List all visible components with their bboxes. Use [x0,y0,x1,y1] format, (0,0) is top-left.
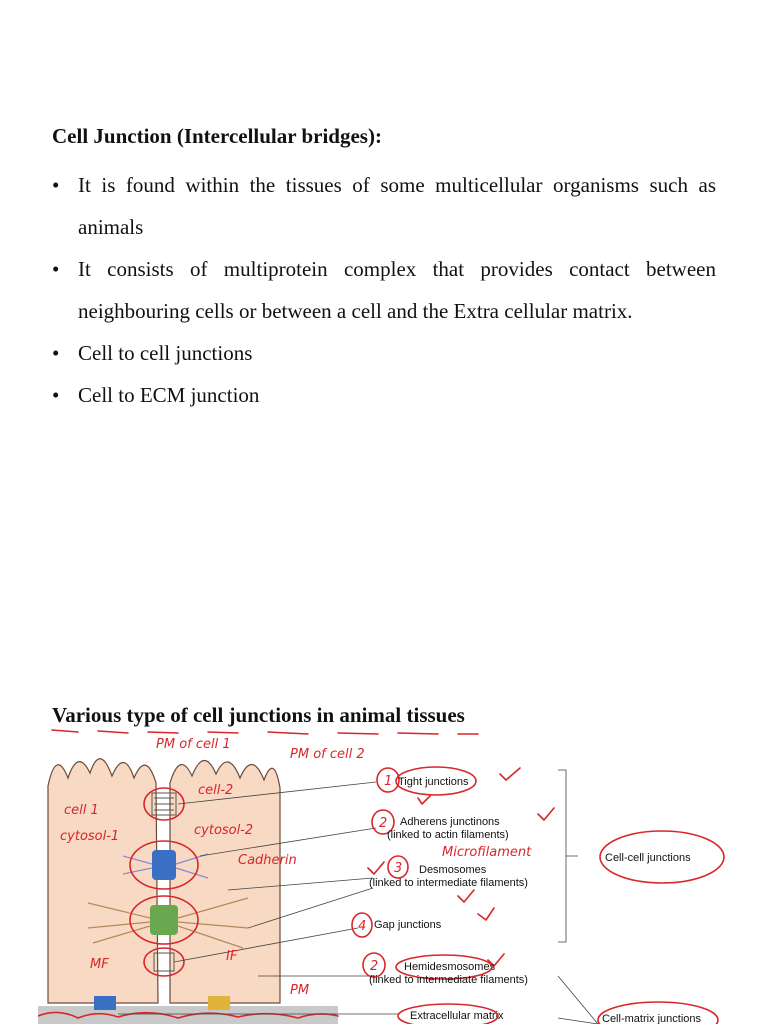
section-heading: Cell Junction (Intercellular bridges): [52,124,382,148]
bullet-symbol: • [52,383,60,407]
hw-num2: 2 [379,816,388,831]
bullet-symbol: • [52,173,60,197]
adherens-junction-blue [152,850,176,880]
bullet-symbol: • [52,257,60,281]
label-adherens-sub: (linked to actin filaments) [387,829,509,841]
hw-pm-cell1: PM of cell 1 [156,737,231,752]
label-gap-junctions: Gap junctions [374,919,442,931]
list-item-text: It is found within the tissues of some multicellular organisms such as animals [78,173,716,239]
label-hemidesmosomes: Hemidesmosomes [404,961,496,973]
label-cell-cell-junctions: Cell-cell junctions [605,852,691,864]
cell-junction-diagram [38,728,768,1024]
hw-cadherin: Cadherin [238,853,297,868]
hemidesmosome-yellow [208,996,230,1010]
hw-num4: 4 [358,919,367,934]
label-hemidesmosomes-sub: (linked to intermediate filaments) [369,974,528,986]
hw-mf: MF [90,957,109,972]
list-item-text: Cell to cell junctions [78,341,253,365]
hw-cytosol1: cytosol-1 [60,829,120,844]
cell-matrix-bracket [558,976,598,1024]
hw-cytosol2: cytosol-2 [194,823,254,838]
hw-cell1: cell 1 [64,803,99,818]
label-adherens: Adherens junctinons [400,816,500,828]
bullet-symbol: • [52,341,60,365]
list-item-text: Cell to ECM junction [78,383,260,407]
label-cell-matrix-junctions: Cell-matrix junctions [602,1013,702,1024]
hw-num3: 3 [394,861,403,876]
hw-if: IF [226,949,238,964]
cell-cell-bracket [558,770,578,942]
title-underline-mark [52,730,478,734]
desmosome-green [150,905,178,935]
hw-num1: 1 [384,774,393,789]
list-item [52,164,716,248]
hemidesmosome-blue [94,996,116,1010]
hw-pm: PM [290,983,310,998]
hw-pm-cell2: PM of cell 2 [290,747,365,762]
label-desmosomes-sub: (linked to intermediate filaments) [369,877,528,889]
list-item-text: It consists of multiprotein complex that provides contact between neighbouring cells or between a cell and the Extra cellular matrix. [78,257,716,323]
list-item [52,248,716,332]
list-item [52,332,716,374]
label-extracellular-matrix: Extracellular matrix [410,1010,504,1022]
label-desmosomes: Desmosomes [419,864,487,876]
hw-num2b: 2 [370,959,379,974]
hw-microfilament: Microfilament [442,845,532,860]
list-item [52,374,716,416]
hw-cell2: cell-2 [198,783,234,798]
bullet-list [52,164,716,416]
diagram-title: Various type of cell junctions in animal tissues [52,703,465,727]
label-tight-junctions: Tight junctions [398,776,469,788]
